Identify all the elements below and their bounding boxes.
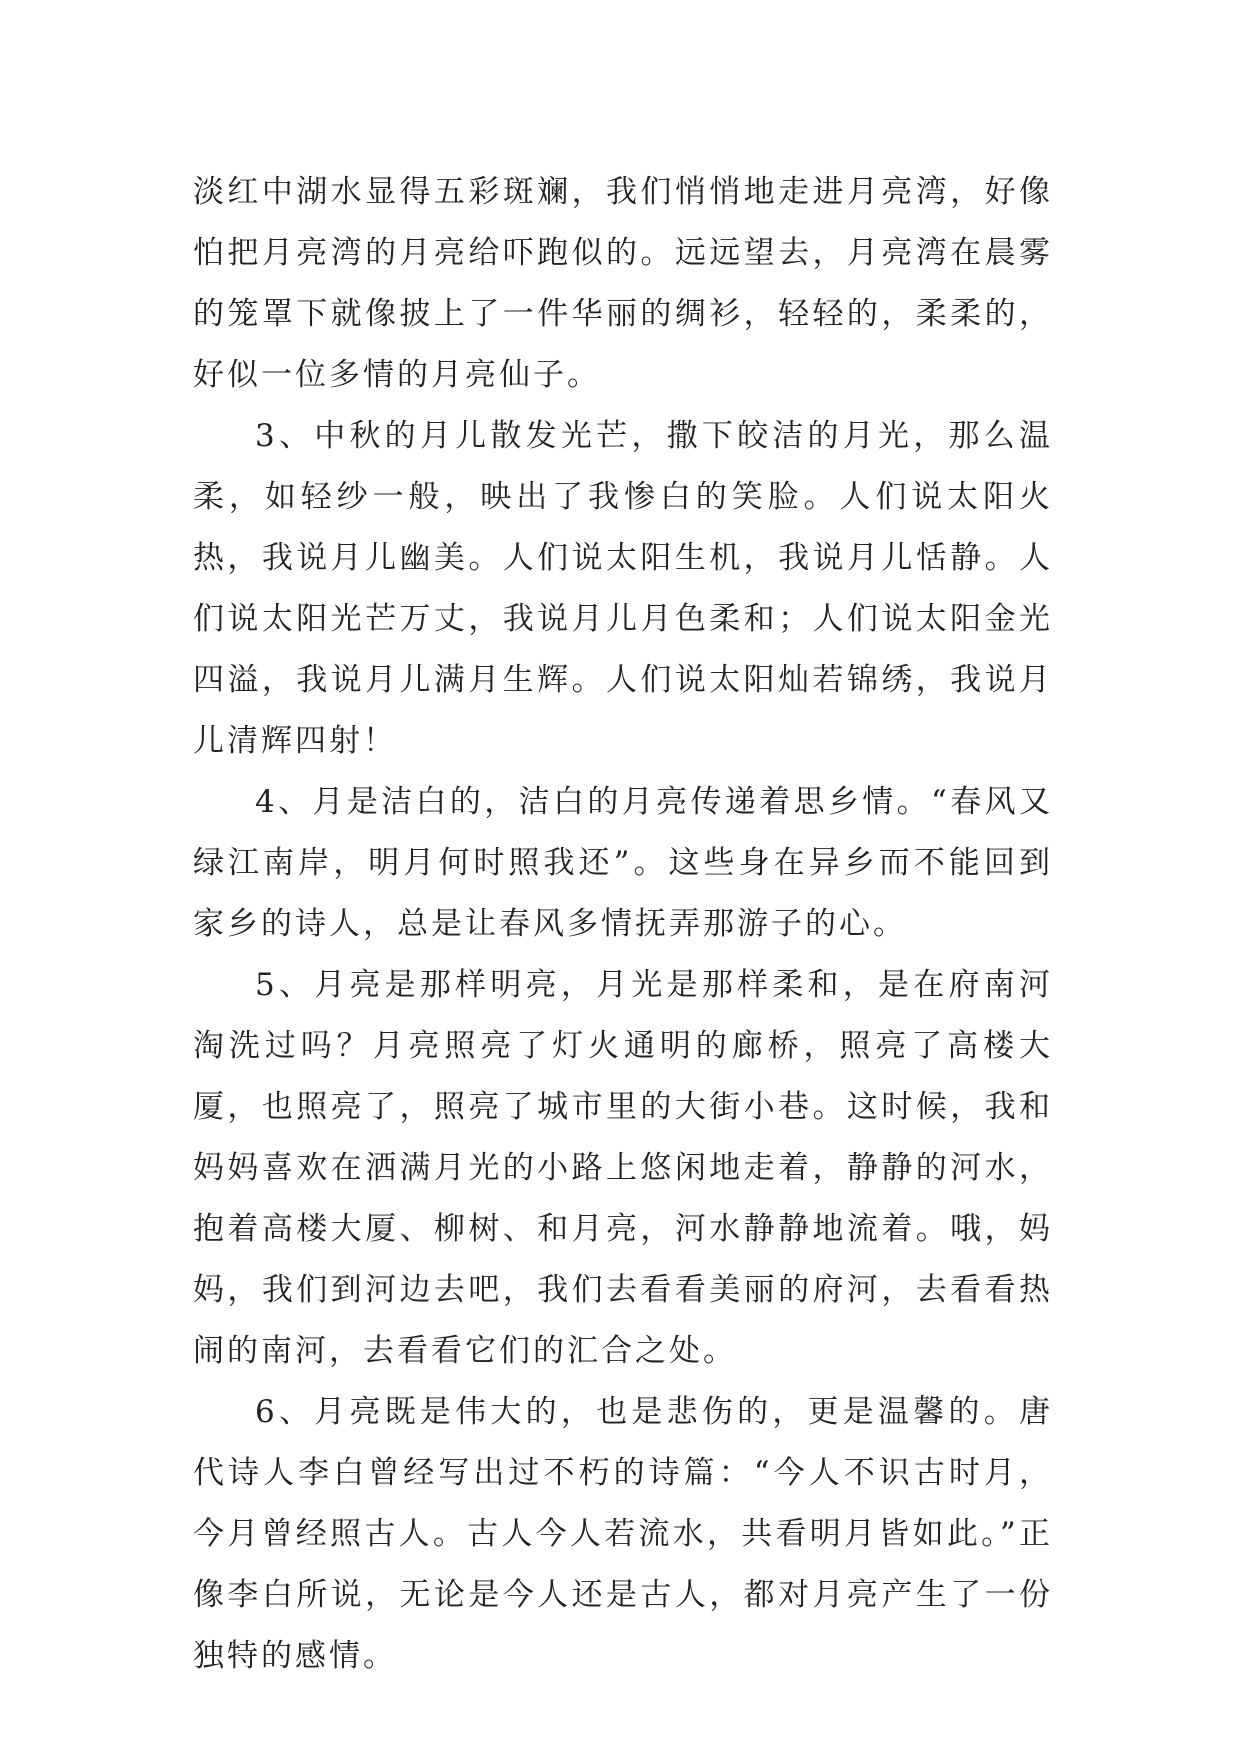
document-body [193, 162, 1053, 1687]
paragraph-5: 6、月亮既是伟大的，也是悲伤的，更是温馨的。唐代诗人李白曾经写出过不朽的诗篇：“今人不识古时月，今月曾经照古人。古人今人若流水，共看明月皆如此。”正像李白所说，无论是今人还是古人，都对月亮产生了一份独特的感情。 [193, 1394, 1053, 1674]
paragraph-3: 4、月是洁白的，洁白的月亮传递着思乡情。“春风又绿江南岸，明月何时照我还”。这些身在异乡而不能回到家乡的诗人，总是让春风多情抚弄那游子的心。 [193, 784, 1053, 942]
paragraph-1: 淡红中湖水显得五彩斑斓，我们悄悄地走进月亮湾，好像怕把月亮湾的月亮给吓跑似的。远远望去，月亮湾在晨雾的笼罩下就像披上了一件华丽的绸衫，轻轻的，柔柔的，好似一位多情的月亮仙子。 [193, 174, 1053, 393]
paragraph-4: 5、月亮是那样明亮，月光是那样柔和，是在府南河淘洗过吗？月亮照亮了灯火通明的廊桥，照亮了高楼大厦，也照亮了，照亮了城市里的大街小巷。这时候，我和妈妈喜欢在洒满月光的小路上悠闲地走着，静静的河水，抱着高楼大厦、柳树、和月亮，河水静静地流着。哦，妈妈，我们到河边去吧，我们去看看美丽的府河，去看看热闹的南河，去看看它们的汇合之处。 [193, 967, 1053, 1369]
paragraph-2: 3、中秋的月儿散发光芒，撒下皎洁的月光，那么温柔，如轻纱一般，映出了我惨白的笑脸。人们说太阳火热，我说月儿幽美。人们说太阳生机，我说月儿恬静。人们说太阳光芒万丈，我说月儿月色柔和；人们说太阳金光四溢，我说月儿满月生辉。人们说太阳灿若锦绣，我说月儿清辉四射！ [193, 418, 1053, 759]
